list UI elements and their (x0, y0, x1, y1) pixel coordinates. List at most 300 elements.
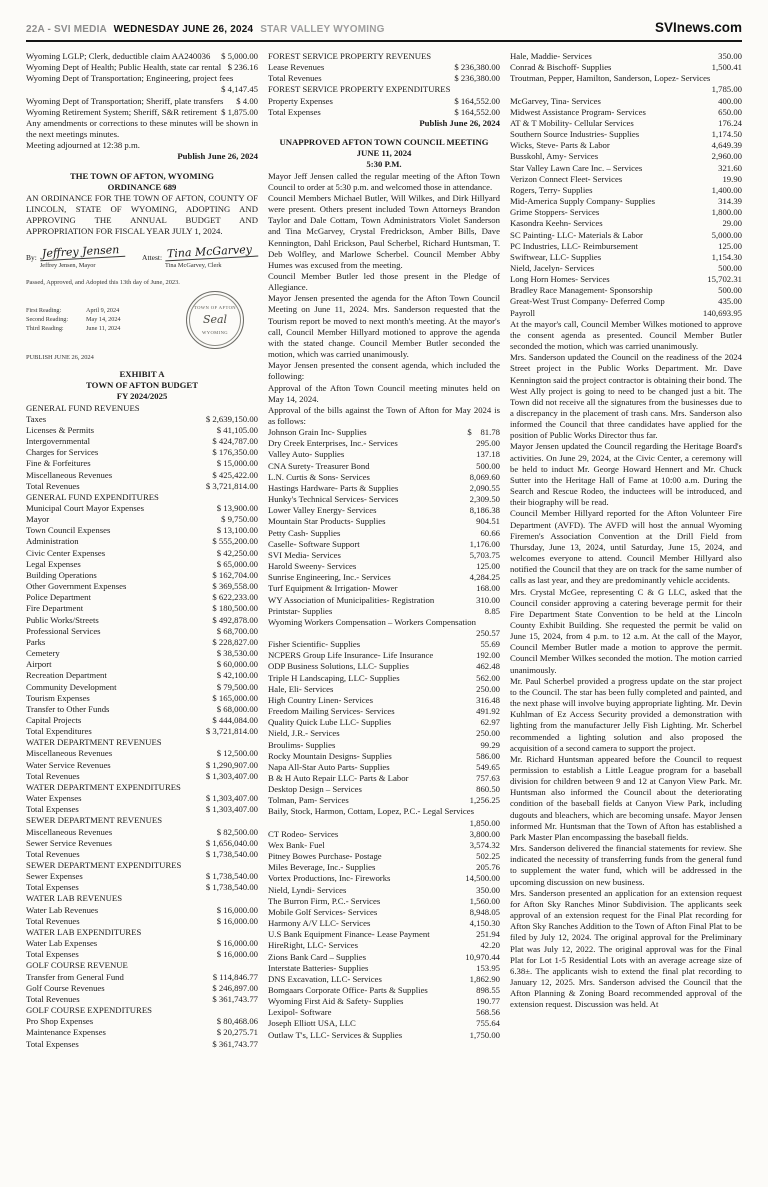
line-item-value: 60.66 (480, 527, 500, 538)
line-item-value: $ 80,468.06 (216, 1016, 258, 1027)
line-item (26, 648, 258, 659)
line-item (268, 717, 500, 728)
line-item-label: Total Expenses (268, 106, 321, 117)
line-item-label: Total Revenues (26, 848, 80, 859)
line-item-label: Wyoming LGLP; Clerk, deductible claim AA240036 (26, 51, 211, 61)
line-item (268, 494, 500, 505)
line-item (268, 51, 500, 62)
line-item-value: 1,174.50 (711, 129, 742, 140)
line-item (26, 871, 258, 882)
line-item (26, 73, 258, 95)
line-item (268, 505, 500, 516)
line-item-value: $ 16,000.00 (216, 938, 258, 949)
line-item-value: 1,785.00 (711, 84, 742, 95)
line-item-value: 176.24 (718, 117, 742, 128)
line-item-label: Taxes (26, 413, 47, 424)
line-item-value: 8,069.60 (469, 471, 500, 482)
paragraph: Mayor Jensen presented the agenda for the Afton Town Council Meeting on June 11, 2024. Mrs. Sanderson requested that the Tourism report be moved to next month's meeting. At the mayor's call, Council Member Hillyard motioned to approve the agenda with the stated change. Council Member Butler seconded the motion, which was carried unanimously. (268, 293, 500, 360)
line-item-label: Conrad & Bischoff- Supplies (510, 62, 612, 73)
line-item-label: Miscellaneous Revenues (26, 748, 113, 759)
line-item-label: Sunrise Engineering, Inc.- Services (268, 572, 391, 583)
line-item (26, 581, 258, 592)
line-item-label: Tourism Expenses (26, 692, 90, 703)
line-item-value: 650.00 (718, 106, 742, 117)
line-item-label: Water Lab Revenues (26, 904, 99, 915)
line-item-value: $ 492,878.00 (212, 614, 258, 625)
line-item (268, 583, 500, 594)
line-item-label: Municipal Court Mayor Expenses (26, 503, 144, 513)
line-item-label: Community Development (26, 681, 117, 692)
line-item (26, 570, 258, 581)
line-item-value: $ 82,500.00 (216, 826, 258, 837)
line-item (268, 595, 500, 606)
line-item-label: Total Expenses (26, 804, 79, 815)
line-item-value: 1,850.00 (469, 817, 500, 828)
line-item-label: Water Lab Expenses (26, 938, 98, 949)
line-item-label: SVI Media- Services (268, 549, 341, 560)
line-item-label: HireRight, LLC- Services (268, 940, 358, 951)
line-item-label: Troutman, Pepper, Hamilton, Sanderson, Lopez- Services (510, 73, 711, 84)
line-item-value: $ 5,000.00 (221, 51, 258, 61)
column-3 (510, 51, 742, 1050)
line-item-value: 898.55 (476, 984, 500, 995)
ordinance-publish-line: PUBLISH JUNE 26, 2024 (26, 353, 94, 361)
line-item-value: $ 246,897.00 (212, 982, 258, 993)
line-item-label: Transfer to Other Funds (26, 703, 110, 714)
line-item-label: SEWER DEPARTMENT REVENUES (26, 815, 163, 826)
line-item-value: 295.00 (476, 438, 500, 449)
line-item-value: 250.57 (476, 627, 500, 638)
line-item-label: B & H Auto Repair LLC- Parts & Labor (268, 773, 409, 783)
line-item-label: Total Expenses (26, 882, 79, 893)
line-item-value: $ 180,500.00 (212, 603, 258, 614)
line-item-label: Triple H Landscaping, LLC- Supplies (268, 672, 400, 683)
line-item-label: AT & T Mobility- Cellular Services (510, 117, 634, 128)
line-item-label: Hale, Eli- Services (268, 683, 334, 694)
line-item-label: Miscellaneous Revenues (26, 826, 113, 837)
heading: THE TOWN OF AFTON, WYOMING (69, 170, 215, 181)
spacer (268, 129, 500, 137)
line-item-label: CT Rodeo- Services (268, 828, 339, 839)
line-item-label: WATER LAB EXPENDITURES (26, 926, 142, 937)
line-item-value: $ 555,200.00 (212, 536, 258, 547)
attest-label: Attest: (142, 252, 163, 262)
line-item-value: 316.48 (476, 694, 500, 705)
line-item-value: $ 114,846.77 (212, 971, 258, 982)
seal-top-text: TOWN OF AFTON (193, 305, 237, 311)
line-item (268, 561, 500, 572)
line-item (268, 862, 500, 873)
column-1 (26, 51, 258, 1050)
line-item-value: 435.00 (718, 296, 742, 307)
line-item (26, 693, 258, 704)
line-item-label: Total Expenses (26, 1038, 79, 1049)
line-item (26, 760, 258, 771)
line-item (26, 425, 258, 436)
line-item-value: 251.94 (476, 929, 500, 940)
line-item-label: Charges for Services (26, 447, 99, 458)
line-item (268, 896, 500, 907)
line-item (268, 751, 500, 762)
line-item (510, 274, 742, 285)
line-item-label: Outlaw T's, LLC- Services & Supplies (268, 1029, 403, 1040)
mayor-signature-area (39, 242, 125, 271)
line-item-value: 14,500.00 (465, 873, 500, 884)
line-item-label: Turf Equipment & Irrigation- Mower (268, 583, 398, 594)
line-item (26, 815, 258, 826)
line-item (26, 1027, 258, 1038)
line-item-value: 904.51 (476, 516, 500, 527)
line-item-value: 19.90 (722, 173, 742, 184)
line-item-label: PC Industries, LLC- Reimbursement (510, 240, 638, 251)
line-item-label: McGarvey, Tina- Services (510, 95, 601, 106)
line-item (268, 461, 500, 472)
line-item-value: $ 1,738,540.00 (205, 848, 258, 859)
line-item-label: WY Association of Municipalities- Registration (268, 594, 435, 605)
line-item-value: $ 1,738,540.00 (205, 882, 258, 893)
line-item-value: 5,703.75 (469, 549, 500, 560)
heading: TOWN OF AFTON BUDGET (85, 380, 199, 391)
line-item-value: $ 16,000.00 (216, 949, 258, 960)
line-item (268, 427, 500, 438)
line-item-value: $ 236.16 (227, 62, 258, 73)
line-item-value: 4,150.30 (469, 918, 500, 929)
line-item-label: Intergovernmental (26, 436, 91, 447)
line-item (26, 51, 258, 62)
line-item-value: 2,309.50 (469, 494, 500, 505)
line-item-label: Wyoming Dept of Health; Public Health, state car rental (26, 62, 222, 73)
line-item (510, 140, 742, 151)
line-item (510, 174, 742, 185)
line-item (26, 827, 258, 838)
reading-label: Third Reading: (26, 325, 64, 333)
line-item-label: FOREST SERVICE PROPERTY REVENUES (268, 51, 432, 61)
line-item-value: 462.48 (476, 661, 500, 672)
seal-bottom-text: WYOMING (201, 329, 229, 335)
line-item-value: 314.39 (718, 196, 742, 207)
line-item (26, 726, 258, 737)
line-item-value: $ 176,350.00 (212, 447, 258, 458)
line-item-value: 757.63 (476, 773, 500, 783)
reading-item (26, 306, 121, 315)
publish-line: Publish June 26, 2024 (419, 117, 500, 128)
line-item-value: 1,176.00 (469, 538, 500, 549)
line-item (26, 704, 258, 715)
line-item (268, 84, 500, 95)
line-item (268, 929, 500, 940)
line-item-value: 568.56 (476, 1007, 500, 1018)
line-item-label: Hastings Hardware- Parts & Supplies (268, 482, 399, 493)
line-item-value: $ 42,250.00 (216, 547, 258, 558)
line-item-label: Mid-America Supply Company- Supplies (510, 196, 656, 207)
line-item-label: Other Government Expenses (26, 581, 127, 592)
line-item-label: ODP Business Solutions, LLC- Supplies (268, 661, 409, 672)
by-label: By: (26, 252, 37, 262)
line-item (268, 606, 500, 617)
line-item (268, 851, 500, 862)
paragraph: Mayor Jeff Jensen called the regular meeting of the Afton Town Council to order at 5:30 p.m. and welcomed those in attendance. (268, 170, 500, 192)
line-item-label: Mobile Golf Services- Services (268, 906, 378, 917)
line-item-value: 1,750.00 (469, 1029, 500, 1040)
line-item-value: $ 13,900.00 (216, 503, 258, 513)
town-seal (186, 291, 244, 349)
line-item (268, 740, 500, 751)
line-item-value: $ 1,290,907.00 (205, 759, 258, 770)
line-item (510, 296, 742, 307)
line-item-label: Building Operations (26, 569, 97, 580)
line-item-value: 321.60 (718, 162, 742, 173)
line-item (268, 907, 500, 918)
line-item (510, 285, 742, 296)
line-item-label: Zions Bank Card – Supplies (268, 951, 366, 962)
line-item (268, 728, 500, 739)
seal-center-text: Seal (202, 313, 228, 327)
line-item (26, 637, 258, 648)
line-item-value: 99.29 (480, 739, 500, 750)
line-item-value: 15,702.31 (707, 274, 742, 285)
line-item-label: Lease Revenues (268, 62, 325, 73)
line-item-value: 55.69 (480, 639, 500, 650)
line-item (26, 492, 258, 503)
line-item-label: Sewer Service Revenues (26, 837, 112, 848)
line-item-label: Public Works/Streets (26, 614, 99, 625)
line-item-value: 125.00 (476, 561, 500, 572)
line-item-label: Lower Valley Energy- Services (268, 505, 377, 516)
line-item-value: 2,960.00 (711, 151, 742, 162)
line-item-value: $ 42,100.00 (216, 670, 258, 681)
line-item-label: Wyoming Dept of Transportation; Engineering, project fees (26, 73, 234, 84)
line-item (510, 163, 742, 174)
line-item-label: Star Valley Lawn Care Inc. – Services (510, 162, 643, 173)
line-item (510, 151, 742, 162)
line-item (26, 737, 258, 748)
line-item-value: $ 1,303,407.00 (205, 770, 258, 781)
line-item (268, 96, 500, 107)
paragraph: Mrs. Crystal McGee, representing C & G LLC, asked that the Council consider approving a catering beverage permit for their Fire Department State Convention to be held at the Lincoln County Exhibit Building. She requested the permit be valid on June 15, 2024, from 4 p.m. to 12 a.m. At the call of the Mayor, Council Member Butler made a motion to approve the permit. Council Member Wilkes seconded the motion. The motion carried unanimously. (510, 586, 742, 675)
line-item-value: $ 165,000.00 (212, 692, 258, 703)
line-item-value: 5,000.00 (711, 229, 742, 240)
paragraph: Mayor Jensen updated the Council regarding the Heritage Board's activities. On June 29, 2024, at the Civic Center, a ceremony will be held to induct Mr. George Howard Hennert and Mr. Chuck Sutter into the Heritage Hall of Fame at 10:00 a.m. During the Search and Rescue Rodeo, the inductees will be introduced, and their biography will be read. (510, 441, 742, 508)
line-item (26, 62, 258, 73)
line-item (268, 528, 500, 539)
line-item-label: Wicks, Steve- Parts & Labor (510, 140, 610, 151)
line-item (26, 782, 258, 793)
line-item-label: Total Revenues (26, 915, 80, 926)
line-item (268, 773, 500, 784)
heading: JUNE 11, 2024 (356, 148, 412, 159)
line-item-label: Kasondra Keehn- Services (510, 218, 603, 229)
paragraph: Council Member Butler led those present in the Pledge of Allegiance. (268, 270, 500, 293)
page-number: 22A - SVI MEDIA (26, 24, 107, 35)
adopted-line: Passed, Approved, and Adopted this 13th day of June, 2023. (26, 278, 180, 286)
line-item (26, 414, 258, 425)
line-item (268, 617, 500, 639)
line-item (510, 62, 742, 73)
signature-row (26, 242, 258, 271)
line-item-value: $ 16,000.00 (216, 904, 258, 915)
reading-date: May 14, 2024 (86, 316, 121, 324)
line-item (268, 483, 500, 494)
line-item (26, 771, 258, 782)
line-item-label: Mountain Star Products- Supplies (268, 516, 386, 527)
reading-label: Second Reading: (26, 316, 69, 324)
paragraph: Council Member Hillyard reported for the Afton Volunteer Fire Department (AVFD). The AVFD will host the annual Wyoming Firemen's Association Convention at the Drill Field from Thursday, June 13, 2024, until Saturday, June 15, 2024, and welcomes everyone to attend. Council Member Hillyard also notified the Council that they are on track for the same number of calls as last year, and they are predominantly vehicle accidents. (510, 508, 742, 586)
line-item-label: GENERAL FUND EXPENDITURES (26, 491, 159, 502)
line-item-label: Printstar- Supplies (268, 605, 333, 616)
line-item (268, 940, 500, 951)
line-item-label: Fire Department (26, 603, 84, 614)
line-item-value: 1,800.00 (711, 207, 742, 218)
line-item-value: 137.18 (476, 449, 500, 460)
clerk-signature-cell (142, 242, 258, 271)
line-item-label: Total Expenditures (26, 726, 92, 737)
line-item-value: $ 228,827.00 (212, 636, 258, 647)
line-item (26, 481, 258, 492)
line-item-label: Freedom Mailing Services- Services (268, 706, 395, 717)
line-item-value: 250.00 (476, 683, 500, 694)
line-item-value: 42.20 (480, 940, 500, 951)
line-item-value: $ 162,704.00 (212, 569, 258, 580)
line-item-label: Midwest Assistance Program- Services (510, 106, 646, 117)
line-item-value: 350.00 (718, 51, 742, 61)
line-item (510, 118, 742, 129)
line-item (268, 806, 500, 828)
line-item-value: $ 424,787.00 (212, 436, 258, 447)
line-item (26, 615, 258, 626)
line-item-label: L.N. Curtis & Sons- Services (268, 471, 370, 482)
line-item (268, 449, 500, 460)
line-item (268, 673, 500, 684)
line-item (268, 516, 500, 527)
line-item-value: $ 1,303,407.00 (205, 804, 258, 815)
line-item-label: Dry Creek Enterprises, Inc.- Services (268, 438, 398, 449)
line-item (26, 659, 258, 670)
spacer (26, 163, 258, 171)
readings-list (26, 306, 121, 333)
reading-date: April 9, 2024 (86, 307, 120, 315)
line-item-label: Pro Shop Expenses (26, 1016, 94, 1027)
line-item-label: Professional Services (26, 625, 101, 636)
line-item-label: Quality Quick Lube LLC- Supplies (268, 717, 392, 728)
line-item-value: 250.00 (476, 728, 500, 739)
line-item (268, 963, 500, 974)
line-item (26, 403, 258, 414)
line-item-label: FOREST SERVICE PROPERTY EXPENDITURES (268, 84, 451, 95)
line-item (268, 795, 500, 806)
line-item-label: Cemetery (26, 648, 60, 659)
line-item-value: 4,284.25 (469, 572, 500, 583)
heading: FY 2024/2025 (116, 391, 168, 402)
line-item (268, 996, 500, 1007)
line-item-value: $ 164,552.00 (454, 95, 500, 106)
line-item (26, 983, 258, 994)
line-item-label: Rocky Mountain Designs- Supplies (268, 750, 392, 761)
line-item-label: Broulims- Supplies (268, 739, 336, 750)
line-item-label: Water Expenses (26, 793, 82, 804)
line-item-value: $ 622,233.00 (212, 592, 258, 603)
line-item-value: 1,500.41 (711, 62, 742, 73)
reading-label: First Reading: (26, 307, 62, 315)
line-item-value: $ 68,700.00 (216, 625, 258, 636)
line-item-label: Parks (26, 636, 46, 647)
line-item (26, 905, 258, 916)
paragraph: Mr. Paul Scherbel provided a progress update on the star project to the Council. The star has been fully completed and painted, and the next phase will involve buying appropriate lighting. Mr. Devin Kuhlman of Ez Access Security provided a demonstration with lighting from the manufacturer Jelly Fish Lighting. Mr. Scherbel recommended a lighting solution and also proposed the acquisition of a second camera to support the project. (510, 675, 742, 753)
paragraph: Council Members Michael Butler, Will Wilkes, and Dirk Hillyard were present. Others present included Town Attorneys Brandon Taylor and Dale Cottam, Town Administrators Violet Sanderson and Tina McGarvey, Crystal Fredrickson, Amber Bills, Dave Kennington, Dahl Erickson, Paul Scherbel, Richard Huntsman, T. Deb Wolfley, and Marlowe Scherbel. Council Member Abby Humes was excused from the meeting. (268, 192, 500, 270)
line-item-label: SEWER DEPARTMENT EXPENDITURES (26, 860, 182, 870)
clerk-signature-script: Tina McGarvey (165, 243, 259, 261)
mayor-signature-script: Jeffrey Jensen (40, 243, 126, 261)
line-item-label: Water Service Revenues (26, 759, 111, 770)
line-item-label: WATER DEPARTMENT REVENUES (26, 737, 162, 748)
line-item-value: 500.00 (476, 460, 500, 471)
line-item-value: 1,154.30 (711, 251, 742, 262)
site-url: SVInews.com (654, 20, 742, 35)
line-item-label: WATER LAB REVENUES (26, 893, 123, 904)
line-item-value: 491.92 (476, 706, 500, 717)
line-item-label: U.S Bank Equipment Finance- Lease Payment (268, 929, 430, 940)
line-item-label: Maintenance Expenses (26, 1027, 106, 1038)
line-item-value: 29.00 (722, 218, 742, 229)
line-item (26, 436, 258, 447)
line-item (26, 715, 258, 726)
line-item-label: Rogers, Terry- Supplies (510, 184, 593, 195)
line-item (268, 107, 500, 118)
line-item (26, 1005, 258, 1016)
line-item (26, 1016, 258, 1027)
line-item (26, 949, 258, 960)
line-item (26, 96, 258, 107)
line-item (268, 873, 500, 884)
line-item-label: Interstate Batteries- Supplies (268, 962, 369, 973)
line-item-value: 400.00 (718, 95, 742, 106)
line-item-value: $ 164,552.00 (454, 106, 500, 117)
column-2 (268, 51, 500, 1050)
line-item-label: Licenses & Permits (26, 424, 95, 435)
line-item-label: Total Revenues (26, 770, 80, 781)
line-item (268, 1030, 500, 1041)
line-item-label: Swiftwear, LLC- Supplies (510, 251, 602, 262)
paragraph: Approval of the Afton Town Council meeting minutes held on May 14, 2024. (268, 382, 500, 404)
line-item (268, 62, 500, 73)
page-date: WEDNESDAY JUNE 26, 2024 (113, 24, 254, 35)
line-item (26, 893, 258, 904)
line-item (26, 804, 258, 815)
line-item-value: 1,560.00 (469, 895, 500, 906)
line-item (510, 308, 742, 319)
line-item-label: Fine & Forfeitures (26, 458, 91, 469)
publish-line: Publish June 26, 2024 (177, 151, 258, 162)
line-item-label: GOLF COURSE EXPENDITURES (26, 1005, 152, 1016)
line-item (26, 882, 258, 893)
line-item-value: 1,862.90 (469, 973, 500, 984)
line-item (26, 994, 258, 1005)
line-item-label: Hale, Maddie- Services (510, 51, 592, 61)
line-item-label: Administration (26, 536, 79, 547)
line-item-value: $ 79,500.00 (216, 681, 258, 692)
line-item-value: $ 16,000.00 (216, 915, 258, 926)
line-item-label: GOLF COURSE REVENUE (26, 960, 128, 971)
line-item-label: SC Painting- LLC- Materials & Labor (510, 229, 643, 240)
line-item-label: GENERAL FUND REVENUES (26, 402, 140, 413)
readings-row (26, 291, 258, 349)
line-item-label: Transfer from General Fund (26, 971, 124, 982)
line-item-value: $ 361,743.77 (212, 1038, 258, 1049)
line-item-value: 62.97 (480, 717, 500, 728)
line-item-label: Tolman, Pam- Services (268, 795, 349, 806)
line-item (268, 952, 500, 963)
line-item (26, 107, 258, 118)
line-item-value: $ 236,380.00 (454, 62, 500, 73)
